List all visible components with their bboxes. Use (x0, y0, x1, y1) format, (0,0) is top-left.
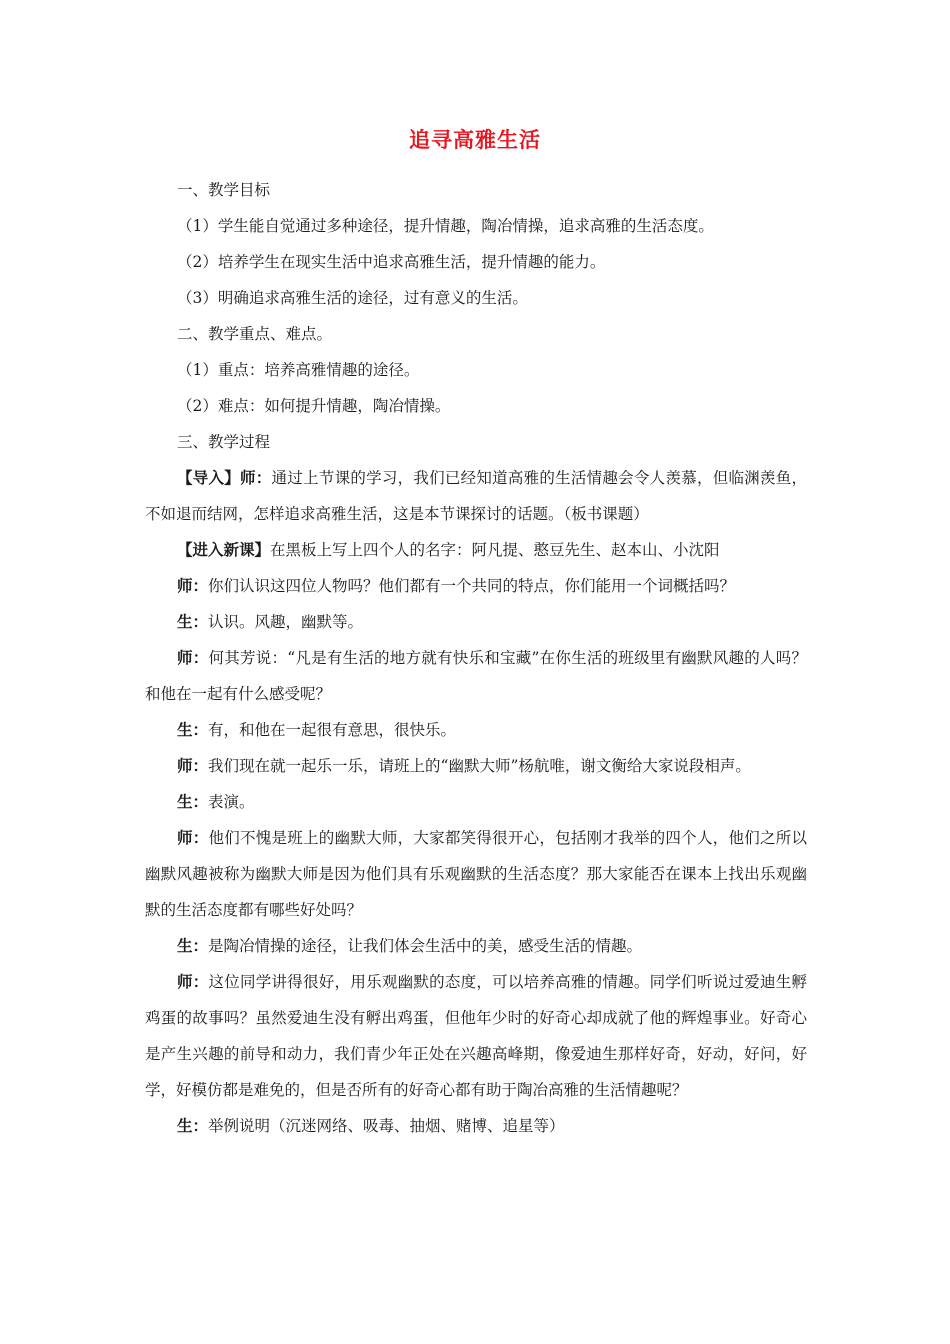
goals-heading: 一、教学目标 (177, 181, 271, 199)
speaker-label: 师： (177, 649, 209, 667)
speaker-label: 生： (177, 721, 209, 739)
speaker-label: 生： (177, 613, 209, 631)
goal-item: （2）培养学生在现实生活中追求高雅生活，提升情趣的能力。 (177, 253, 606, 271)
dialogue-paragraph (145, 604, 807, 640)
goal-item: （1）学生能自觉通过多种途径，提升情趣，陶冶情操，追求高雅的生活态度。 (177, 217, 714, 235)
speaker-label: 师： (177, 973, 209, 991)
dialogue-text: 认识。风趣，幽默等。 (208, 613, 364, 631)
key-point-item: （1）重点：培养高雅情趣的途径。 (177, 361, 420, 379)
goal-item: （3）明确追求高雅生活的途径，过有意义的生活。 (177, 289, 528, 307)
dialogue-text: 这位同学讲得很好，用乐观幽默的态度，可以培养高雅的情趣。同学们听说过爱迪生孵鸡蛋的故事吗？虽然爱迪生没有孵出鸡蛋，但他年少时的好奇心却成就了他的辉煌事业。好奇心是产生兴趣的前导和动力，我们青少年正处在兴趣高峰期，像爱迪生那样好奇，好动，好问，好学，好模仿都是难免的，但是否所有的好奇心都有助于陶冶高雅的生活情趣呢？ (145, 973, 807, 1099)
dialogue-text: 有，和他在一起很有意思，很快乐。 (208, 721, 457, 739)
dialogue-paragraph (145, 712, 807, 748)
document-body (145, 172, 807, 1144)
dialogue-paragraph (145, 748, 807, 784)
dialogue-paragraph (145, 1108, 807, 1144)
process-heading: 三、教学过程 (177, 433, 271, 451)
speaker-label: 生： (177, 1117, 209, 1135)
speaker-label: 师： (177, 829, 209, 847)
key-points-heading: 二、教学重点、难点。 (177, 325, 333, 343)
dialogue-paragraph (145, 568, 807, 604)
dialogue-text: 我们现在就一起乐一乐，请班上的“幽默大师”杨航唯，谢文衡给大家说段相声。 (208, 757, 751, 775)
dialogue-text: 是陶冶情操的途径，让我们体会生活中的美，感受生活的情趣。 (208, 937, 643, 955)
dialogue-paragraph (145, 784, 807, 820)
speaker-label: 师： (177, 577, 209, 595)
dialogue-text: 你们认识这四位人物吗？他们都有一个共同的特点，你们能用一个词概括吗？ (208, 577, 736, 595)
dialogue-paragraph (145, 532, 807, 568)
dialogue-paragraph (145, 964, 807, 1108)
dialogue-text: 表演。 (208, 793, 255, 811)
dialogue-text: 通过上节课的学习，我们已经知道高雅的生活情趣会令人羡慕，但临渊羡鱼，不如退而结网，怎样追求高雅生活，这是本节课探讨的话题。（板书课题） (145, 469, 807, 523)
dialogue-text: 举例说明（沉迷网络、吸毒、抽烟、赌博、追星等） (208, 1117, 565, 1135)
dialogue-text: 何其芳说：“凡是有生活的地方就有快乐和宝藏”在你生活的班级里有幽默风趣的人吗？和他在一起有什么感受呢？ (145, 649, 807, 703)
speaker-label: 【导入】师： (177, 469, 272, 487)
dialogue-paragraph (145, 928, 807, 964)
dialogue-text: 他们不愧是班上的幽默大师，大家都笑得很开心，包括刚才我举的四个人，他们之所以幽默风趣被称为幽默大师是因为他们具有乐观幽默的生活态度？那大家能否在课本上找出乐观幽默的生活态度都有哪些好处吗？ (145, 829, 807, 919)
dialogue-text: 在黑板上写上四个人的名字：阿凡提、憨豆先生、赵本山、小沈阳 (270, 541, 720, 559)
speaker-label: 师： (177, 757, 209, 775)
speaker-label: 【进入新课】 (177, 541, 271, 559)
key-point-item: （2）难点：如何提升情趣，陶冶情操。 (177, 397, 451, 415)
dialogue-paragraph (145, 640, 807, 712)
document-title: 追寻高雅生活 (409, 128, 541, 152)
speaker-label: 生： (177, 793, 209, 811)
dialogue-paragraph (145, 820, 807, 928)
speaker-label: 生： (177, 937, 209, 955)
dialogue-paragraph (145, 460, 807, 532)
